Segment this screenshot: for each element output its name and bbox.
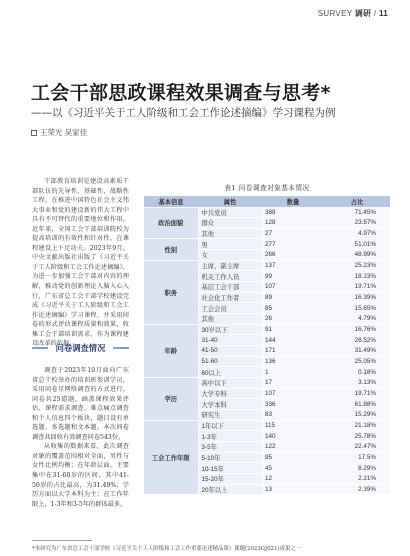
percent-cell: 48.99% (324, 250, 390, 261)
percent-cell: 22.47% (324, 441, 390, 452)
article-authors (31, 127, 87, 138)
percent-cell: 18.23% (324, 271, 390, 282)
percent-cell: 51.01% (324, 239, 390, 250)
percent-cell: 25.05% (324, 356, 390, 367)
attribute-cell: 男 (198, 239, 262, 250)
header-separator: / (373, 9, 377, 18)
footnote-divider (32, 540, 92, 541)
count-cell: 266 (262, 250, 324, 261)
table-row (144, 378, 390, 389)
attribute-cell: 大学本科 (198, 399, 262, 410)
percent-cell: 8.29% (324, 463, 390, 474)
author-names: 王荣光 吴家佳 (40, 128, 88, 137)
percent-cell: 16.39% (324, 292, 390, 303)
respondent-stats-table (144, 196, 390, 495)
attribute-cell: 主席、副主席 (198, 260, 262, 271)
percent-cell: 21.18% (324, 420, 390, 431)
table-row (144, 420, 390, 431)
header-percent: 占比 (324, 196, 390, 207)
table-row (144, 260, 390, 271)
table-header-row (144, 196, 390, 207)
count-cell: 45 (262, 463, 324, 474)
count-cell: 95 (262, 452, 324, 463)
section-label-cn: 调研 (354, 9, 372, 18)
heading-bar-right (113, 347, 129, 349)
footnote: *本研究为广东省总工会干部学校《习近平关于工人阶级和工会工作重要论述精品课》课题(2023GJ021)成果之一 (32, 546, 302, 552)
count-cell: 140 (262, 431, 324, 442)
group-label: 职务 (144, 260, 198, 324)
attribute-cell: 31-40 (198, 335, 262, 346)
percent-cell: 61.88% (324, 399, 390, 410)
attribute-cell: 社会化工作者 (198, 292, 262, 303)
section-heading (32, 340, 129, 356)
count-cell: 91 (262, 324, 324, 335)
attribute-cell: 15-20年 (198, 473, 262, 484)
group-label: 学历 (144, 378, 198, 421)
attribute-cell: 工会会员 (198, 303, 262, 314)
attribute-cell: 其他 (198, 314, 262, 325)
attribute-cell: 41-50 (198, 346, 262, 357)
page-header (318, 8, 388, 19)
attribute-cell: 高中以下 (198, 378, 262, 389)
intro-paragraph: 干部教育培训是建设高素质干部队伍的先导性、基础性、战略性工程，在推进中国特色社会主义伟大事业和党的建设新的伟大工程中具有不可替代的重要地位和作用。近年来，全国工会干部培训院校为提高培训的有效性和针对性，在课程建设上下足功夫。2023年9月，中央文献出版社出版了《习近平关于工人阶级和工会工作论述摘编》，为进一步加强工会干部对内容的理解，推动党的创新理论入脑入心入行，广东省总工会干部学校建设完成《习近平关于工人阶级和工会工作论述摘编》学习课程，并采用问卷的形式评估课程质量和效果，收集工会干部培训需求，作为课程建设改革的依据。 (32, 178, 129, 348)
percent-cell: 16.76% (324, 324, 390, 335)
survey-text-column (32, 366, 129, 509)
attribute-cell: 51-60 (198, 356, 262, 367)
percent-cell: 15.29% (324, 409, 390, 420)
percent-cell: 71.45% (324, 207, 390, 218)
percent-cell: 23.57% (324, 218, 390, 229)
table-row (144, 239, 390, 250)
group-label: 年龄 (144, 324, 198, 377)
percent-cell: 19.71% (324, 282, 390, 293)
count-cell: 144 (262, 335, 324, 346)
table-row (144, 207, 390, 218)
header-count: 数量 (262, 196, 324, 207)
table-body (144, 207, 390, 495)
attribute-cell: 机关工作人员 (198, 271, 262, 282)
group-label: 政治面貌 (144, 207, 198, 239)
article-subtitle: ——以《习近平关于工人阶级和工会工作论述摘编》学习课程为例 (31, 107, 336, 119)
section-label-en: SURVEY (317, 9, 353, 18)
table-row (144, 324, 390, 335)
percent-cell: 0.18% (324, 367, 390, 378)
group-label: 性别 (144, 239, 198, 260)
count-cell: 388 (262, 207, 324, 218)
attribute-cell: 其他 (198, 228, 262, 239)
attribute-cell: 20年以上 (198, 484, 262, 495)
survey-paragraph: 调查于2023年10月面向广东省总干校举办的培训班参训学员，采用问卷星网络调查的方式进行。问卷共25道题，涵盖课程效果评估、课程需求调查、难点痛点调查和个人信息四个板块，题目设有单选题、多选题和文本题。本次问卷调查共回收有效调查问卷543份。 (32, 367, 129, 441)
count-cell: 13 (262, 484, 324, 495)
count-cell: 99 (262, 271, 324, 282)
attribute-cell: 中共党员 (198, 207, 262, 218)
attribute-cell: 基层工会干部 (198, 282, 262, 293)
percent-cell: 19.71% (324, 388, 390, 399)
section-heading-text: 问卷调查情况 (55, 343, 106, 353)
attribute-cell: 大学专科 (198, 388, 262, 399)
intro-text-column (32, 177, 129, 349)
attribute-cell: 5-10年 (198, 452, 262, 463)
page-number: 11 (378, 9, 388, 18)
percent-cell: 26.52% (324, 335, 390, 346)
percent-cell: 25.23% (324, 260, 390, 271)
percent-cell: 2.39% (324, 484, 390, 495)
count-cell: 85 (262, 303, 324, 314)
count-cell: 27 (262, 228, 324, 239)
table-caption: 表1 问卷调查对象基本情况 (224, 184, 310, 192)
count-cell: 83 (262, 409, 324, 420)
attribute-cell: 1年以下 (198, 420, 262, 431)
count-cell: 1 (262, 367, 324, 378)
author-box-icon (31, 130, 37, 136)
percent-cell: 4.97% (324, 228, 390, 239)
header-basic-info: 基本信息 (144, 196, 198, 207)
count-cell: 89 (262, 292, 324, 303)
count-cell: 137 (262, 260, 324, 271)
count-cell: 107 (262, 282, 324, 293)
count-cell: 336 (262, 399, 324, 410)
count-cell: 277 (262, 239, 324, 250)
attribute-cell: 30岁以下 (198, 324, 262, 335)
survey-paragraph: 从收集的数据来看，此次调查对象的覆盖范围相对全面，男性与女性比例均衡；在年龄层面，主要集中在31-60岁的区间，其中41-50岁的占比最高，为31.49%；学历方面以大学本科为主；在工作年限上，1-3年和3-5年的群体最多。 (32, 443, 129, 508)
percent-cell: 3.13% (324, 378, 390, 389)
percent-cell: 2.21% (324, 473, 390, 484)
attribute-cell: 群众 (198, 218, 262, 229)
percent-cell: 17.5% (324, 452, 390, 463)
attribute-cell: 10-15年 (198, 463, 262, 474)
percent-cell: 25.78% (324, 431, 390, 442)
attribute-cell: 女 (198, 250, 262, 261)
count-cell: 26 (262, 314, 324, 325)
count-cell: 107 (262, 388, 324, 399)
percent-cell: 4.79% (324, 314, 390, 325)
count-cell: 136 (262, 356, 324, 367)
article-title: 工会干部思政课程效果调查与思考* (31, 82, 331, 104)
percent-cell: 15.65% (324, 303, 390, 314)
attribute-cell: 1-3年 (198, 431, 262, 442)
count-cell: 17 (262, 378, 324, 389)
attribute-cell: 60以上 (198, 367, 262, 378)
header-attribute: 属性 (198, 196, 262, 207)
group-label: 工会工作年限 (144, 420, 198, 495)
count-cell: 12 (262, 473, 324, 484)
count-cell: 128 (262, 218, 324, 229)
count-cell: 171 (262, 346, 324, 357)
attribute-cell: 3-5年 (198, 441, 262, 452)
attribute-cell: 研究生 (198, 409, 262, 420)
count-cell: 122 (262, 441, 324, 452)
count-cell: 115 (262, 420, 324, 431)
percent-cell: 31.49% (324, 346, 390, 357)
